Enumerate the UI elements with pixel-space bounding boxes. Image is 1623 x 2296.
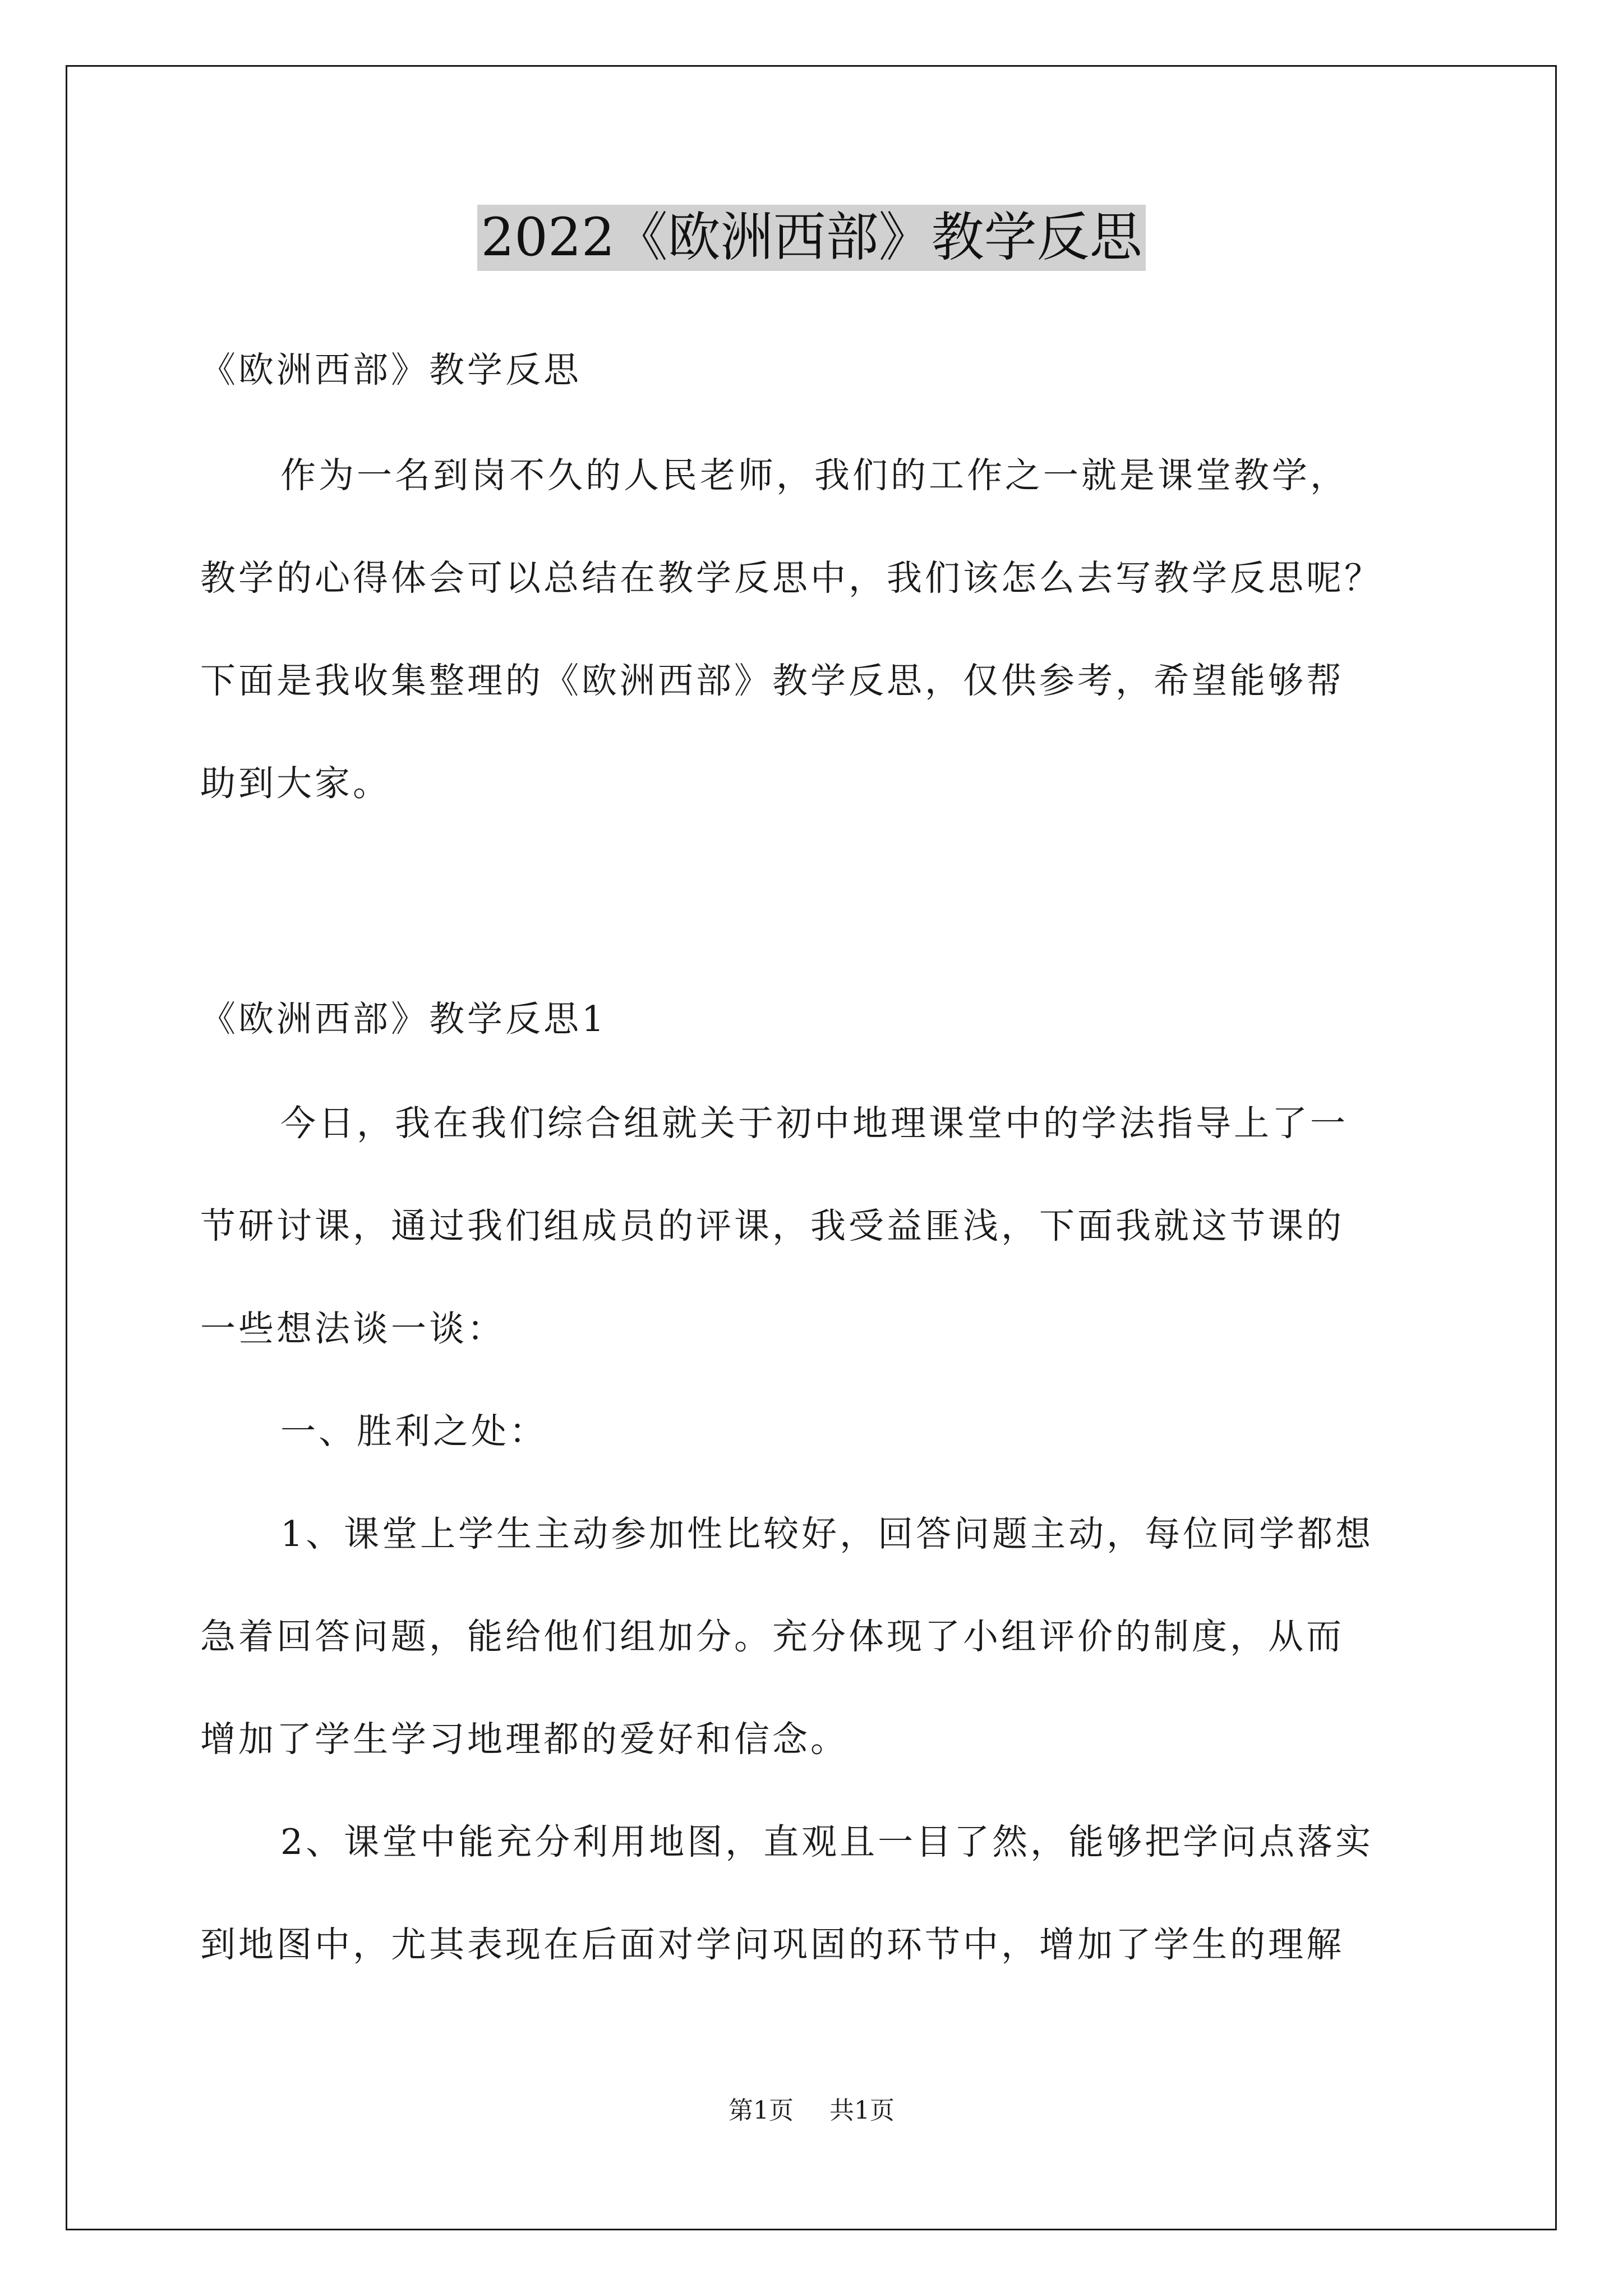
title-block <box>0 205 1623 271</box>
body-line: 急着回答问题，能给他们组加分。充分体现了小组评价的制度，从而 <box>200 1616 1344 1657</box>
intro-line: 教学的心得体会可以总结在教学反思中，我们该怎么去写教学反思呢？ <box>200 558 1382 599</box>
page-footer <box>0 2095 1623 2127</box>
page-total: 共1页 <box>829 2096 895 2125</box>
page-number: 第1页 <box>728 2096 794 2125</box>
body-line: 一些想法谈一谈： <box>200 1308 505 1349</box>
body-line: 1、课堂上学生主动参加性比较好，回答问题主动，每位同学都想 <box>280 1513 1374 1554</box>
body-line: 一、胜利之处： <box>280 1411 547 1452</box>
body-line: 节研讨课，通过我们组成员的评课，我受益匪浅，下面我就这节课的 <box>200 1205 1344 1246</box>
section-heading: 《欧洲西部》教学反思1 <box>200 999 607 1039</box>
intro-line: 助到大家。 <box>200 763 391 804</box>
subtitle: 《欧洲西部》教学反思 <box>200 349 582 390</box>
intro-line: 下面是我收集整理的《欧洲西部》教学反思，仅供参考，希望能够帮 <box>200 660 1344 701</box>
body-line: 2、课堂中能充分利用地图，直观且一目了然，能够把学问点落实 <box>280 1821 1374 1862</box>
intro-line: 作为一名到岗不久的人民老师，我们的工作之一就是课堂教学， <box>280 455 1348 496</box>
document-title: 2022《欧洲西部》教学反思 <box>477 205 1145 271</box>
body-line: 增加了学生学习地理都的爱好和信念。 <box>200 1719 849 1760</box>
body-line: 今日，我在我们综合组就关于初中地理课堂中的学法指导上了一 <box>280 1103 1348 1144</box>
body-line: 到地图中，尤其表现在后面对学问巩固的环节中，增加了学生的理解 <box>200 1924 1344 1965</box>
